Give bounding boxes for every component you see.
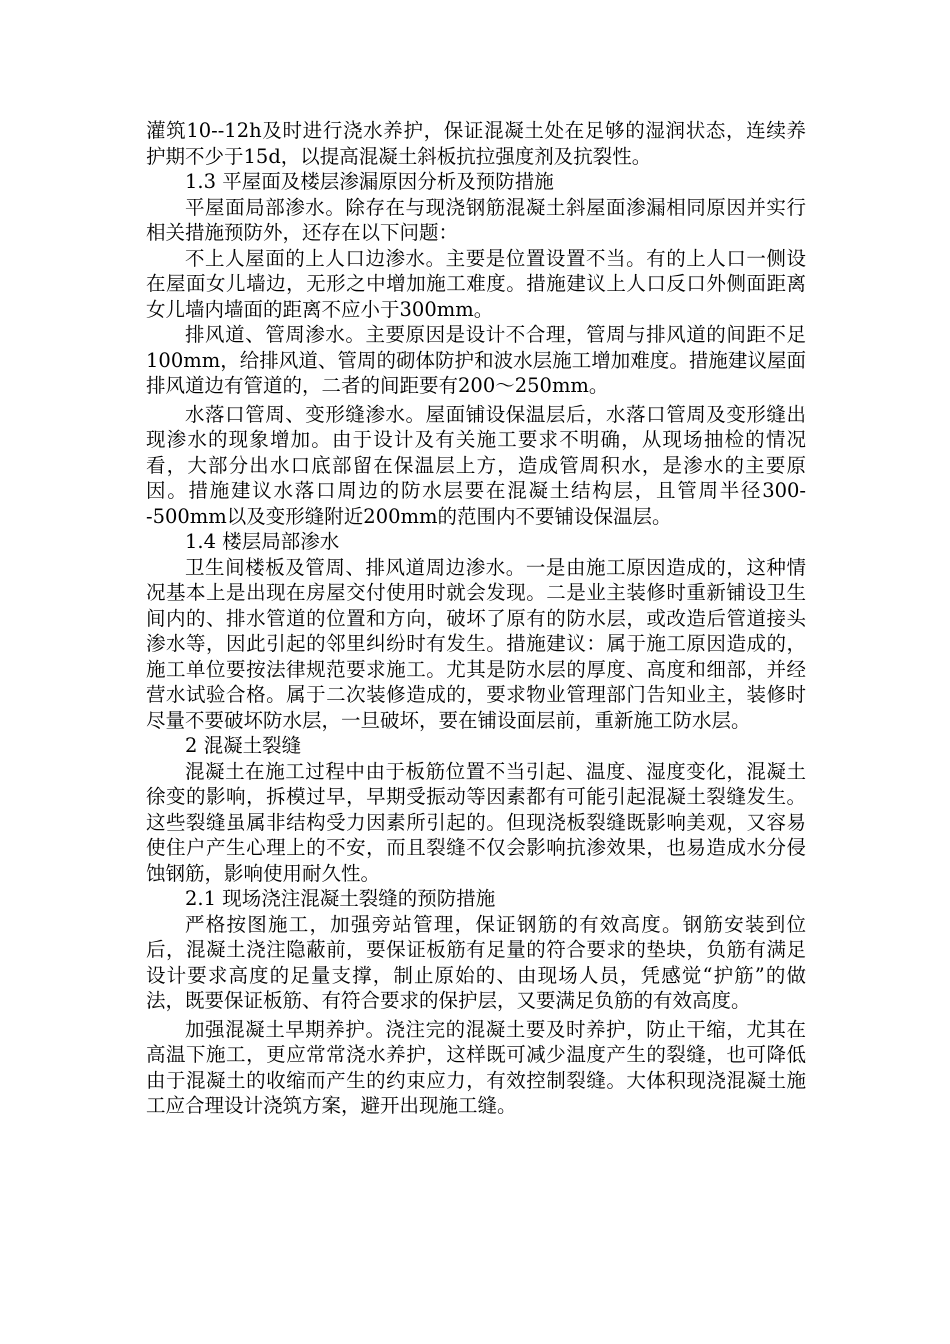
heading-1-4: 1.4 楼层局部渗水	[185, 530, 340, 553]
paragraph-flat-roof: 平屋面局部渗水。除存在与现浇钢筋混凝土斜屋面渗漏相同原因并实行相关措施预防外，还存在以下问题：	[146, 195, 806, 244]
heading-2-1: 2.1 现场浇注混凝土裂缝的预防措施	[185, 887, 496, 910]
paragraph-curing: 灌筑10--12h及时进行浇水养护，保证混凝土处在足够的湿润状态，连续养护期不少于15d，以提高混凝土斜板抗拉强度剂及抗裂性。	[146, 119, 806, 168]
paragraph-drain-outlet: 水落口管周、变形缝渗水。屋面铺设保温层后，水落口管周及变形缝出现渗水的现象增加。由于设计及有关施工要求不明确，从现场抽检的情况看，大部分出水口底部留在保温层上方，造成管周积水，是渗水的主要原因。措施建议水落口周边的防水层要在混凝土结构层，且管周半径300--500mm以及变形缝附近200mm的范围内不要铺设保温层。	[146, 402, 806, 528]
paragraph-roof-access: 不上人屋面的上人口边渗水。主要是位置设置不当。有的上人口一侧设在屋面女儿墙边，无形之中增加施工难度。措施建议上人口反口外侧面距离女儿墙内墙面的距离不应小于300mm。	[146, 246, 806, 321]
paragraph-exhaust-duct: 排风道、管周渗水。主要原因是设计不合理，管周与排风道的间距不足100mm，给排风道、管周的砌体防护和波水层施工增加难度。措施建议屋面排风道边有管道的，二者的间距要有200～250mm。	[146, 323, 806, 397]
paragraph-cracks: 混凝土在施工过程中由于板筋位置不当引起、温度、湿度变化，混凝土徐变的影响，拆模过早，早期受振动等因素都有可能引起混凝土裂缝发生。 这些裂缝虽属非结构受力因素所引起的。但现浇板裂缝既影响美观，又容易使住户产生心理上的不安，而且裂缝不仅会影响抗渗效果，也易造成水分侵蚀钢筋，影响使用耐久性。	[146, 759, 806, 885]
heading-1-3: 1.3 平屋面及楼层渗漏原因分析及预防措施	[185, 170, 554, 193]
paragraph-early-curing: 加强混凝土早期养护。浇注完的混凝土要及时养护，防止干缩，尤其在高温下施工，更应常常浇水养护，这样既可减少温度产生的裂缝，也可降低由于混凝土的收缩而产生的约束应力，有效控制裂缝。大体积现浇混凝土施工应合理设计浇筑方案，避开出现施工缝。	[146, 1017, 806, 1117]
paragraph-rebar: 严格按图施工，加强旁站管理，保证钢筋的有效高度。钢筋安装到位后，混凝土浇注隐蔽前，要保证板筋有足量的符合要求的垫块，负筋有满足设计要求高度的足量支撑，制止原始的、由现场人员，凭感觉“护筋”的做法，既要保证板筋、有符合要求的保护层，又要满足负筋的有效高度。	[146, 912, 806, 1012]
document-page	[146, 118, 806, 1119]
paragraph-bathroom: 卫生间楼板及管周、排风道周边渗水。一是由施工原因造成的，这种情况基本上是出现在房屋交付使用时就会发现。二是业主装修时重新铺设卫生间内的、排水管道的位置和方向，破坏了原有的防水层，或改造后管道接头渗水等，因此引起的邻里纠纷时有发生。措施建议：属于施工原因造成的，施工单位要按法律规范要求施工。尤其是防水层的厚度、高度和细部，并经营水试验合格。属于二次装修造成的，要求物业管理部门告知业主，装修时尽量不要破坏防水层，一旦破坏，要在铺设面层前，重新施工防水层。	[146, 555, 806, 732]
heading-2: 2 混凝土裂缝	[185, 734, 302, 757]
